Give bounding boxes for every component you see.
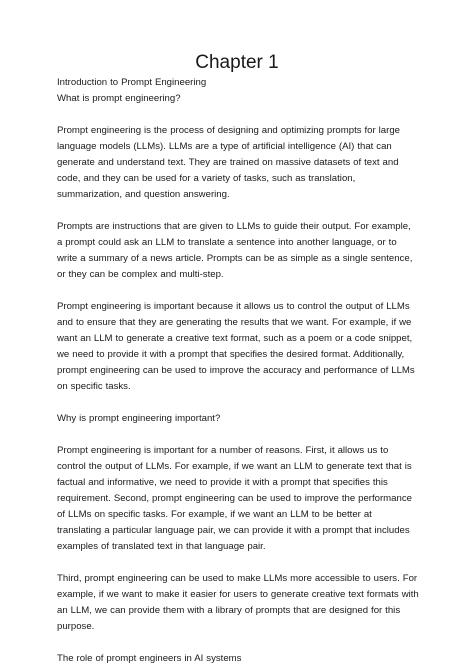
document-body (57, 75, 419, 667)
spacer (57, 107, 419, 123)
spacer (57, 427, 419, 443)
spacer (57, 203, 419, 219)
paragraph: Prompt engineering is important because it allows us to control the output of LLMs and to ensure that they are generating the results that we want. For example, if we want an LLM to generate a creative text format, such as a poem or a code snippet, we need to provide it with a prompt that specifies the desired format. Additionally, prompt engineering can be used to improve the accuracy and performance of LLMs on specific tasks. (57, 301, 415, 392)
spacer (57, 635, 419, 651)
question-heading-2: Why is prompt engineering important? (57, 413, 221, 424)
question-heading-1: What is prompt engineering? (57, 93, 181, 104)
subtitle: Introduction to Prompt Engineering (57, 77, 207, 88)
section-heading: The role of prompt engineers in AI systems (57, 653, 242, 664)
paragraph: Prompts are instructions that are given to LLMs to guide their output. For example, a prompt could ask an LLM to translate a sentence into another language, or to write a summary of a news article. Prompts can be as simple as a single sentence, or they can be complex and multi-step. (57, 221, 413, 280)
chapter-title: Chapter 1 (195, 52, 279, 73)
spacer (57, 283, 419, 299)
spacer (57, 555, 419, 571)
spacer (57, 395, 419, 411)
paragraph: Third, prompt engineering can be used to make LLMs more accessible to users. For example, if we want to make it easier for users to generate creative text formats with an LLM, we can provide them with a library of prompts that are designed for this purpose. (57, 573, 419, 632)
paragraph: Prompt engineering is important for a number of reasons. First, it allows us to control the output of LLMs. For example, if we want an LLM to generate text that is factual and informative, we need to provide it with a prompt that specifies this requirement. Second, prompt engineering can be used to improve the performance of LLMs on specific tasks. For example, if we want an LLM to be better at translating a particular language pair, we can provide it with a prompt that includes examples of translated text in that language pair. (57, 445, 412, 552)
paragraph: Prompt engineering is the process of designing and optimizing prompts for large language models (LLMs). LLMs are a type of artificial intelligence (AI) that can generate and understand text. They are trained on massive datasets of text and code, and they can be used for a variety of tasks, such as translation, summarization, and question answering. (57, 125, 400, 200)
